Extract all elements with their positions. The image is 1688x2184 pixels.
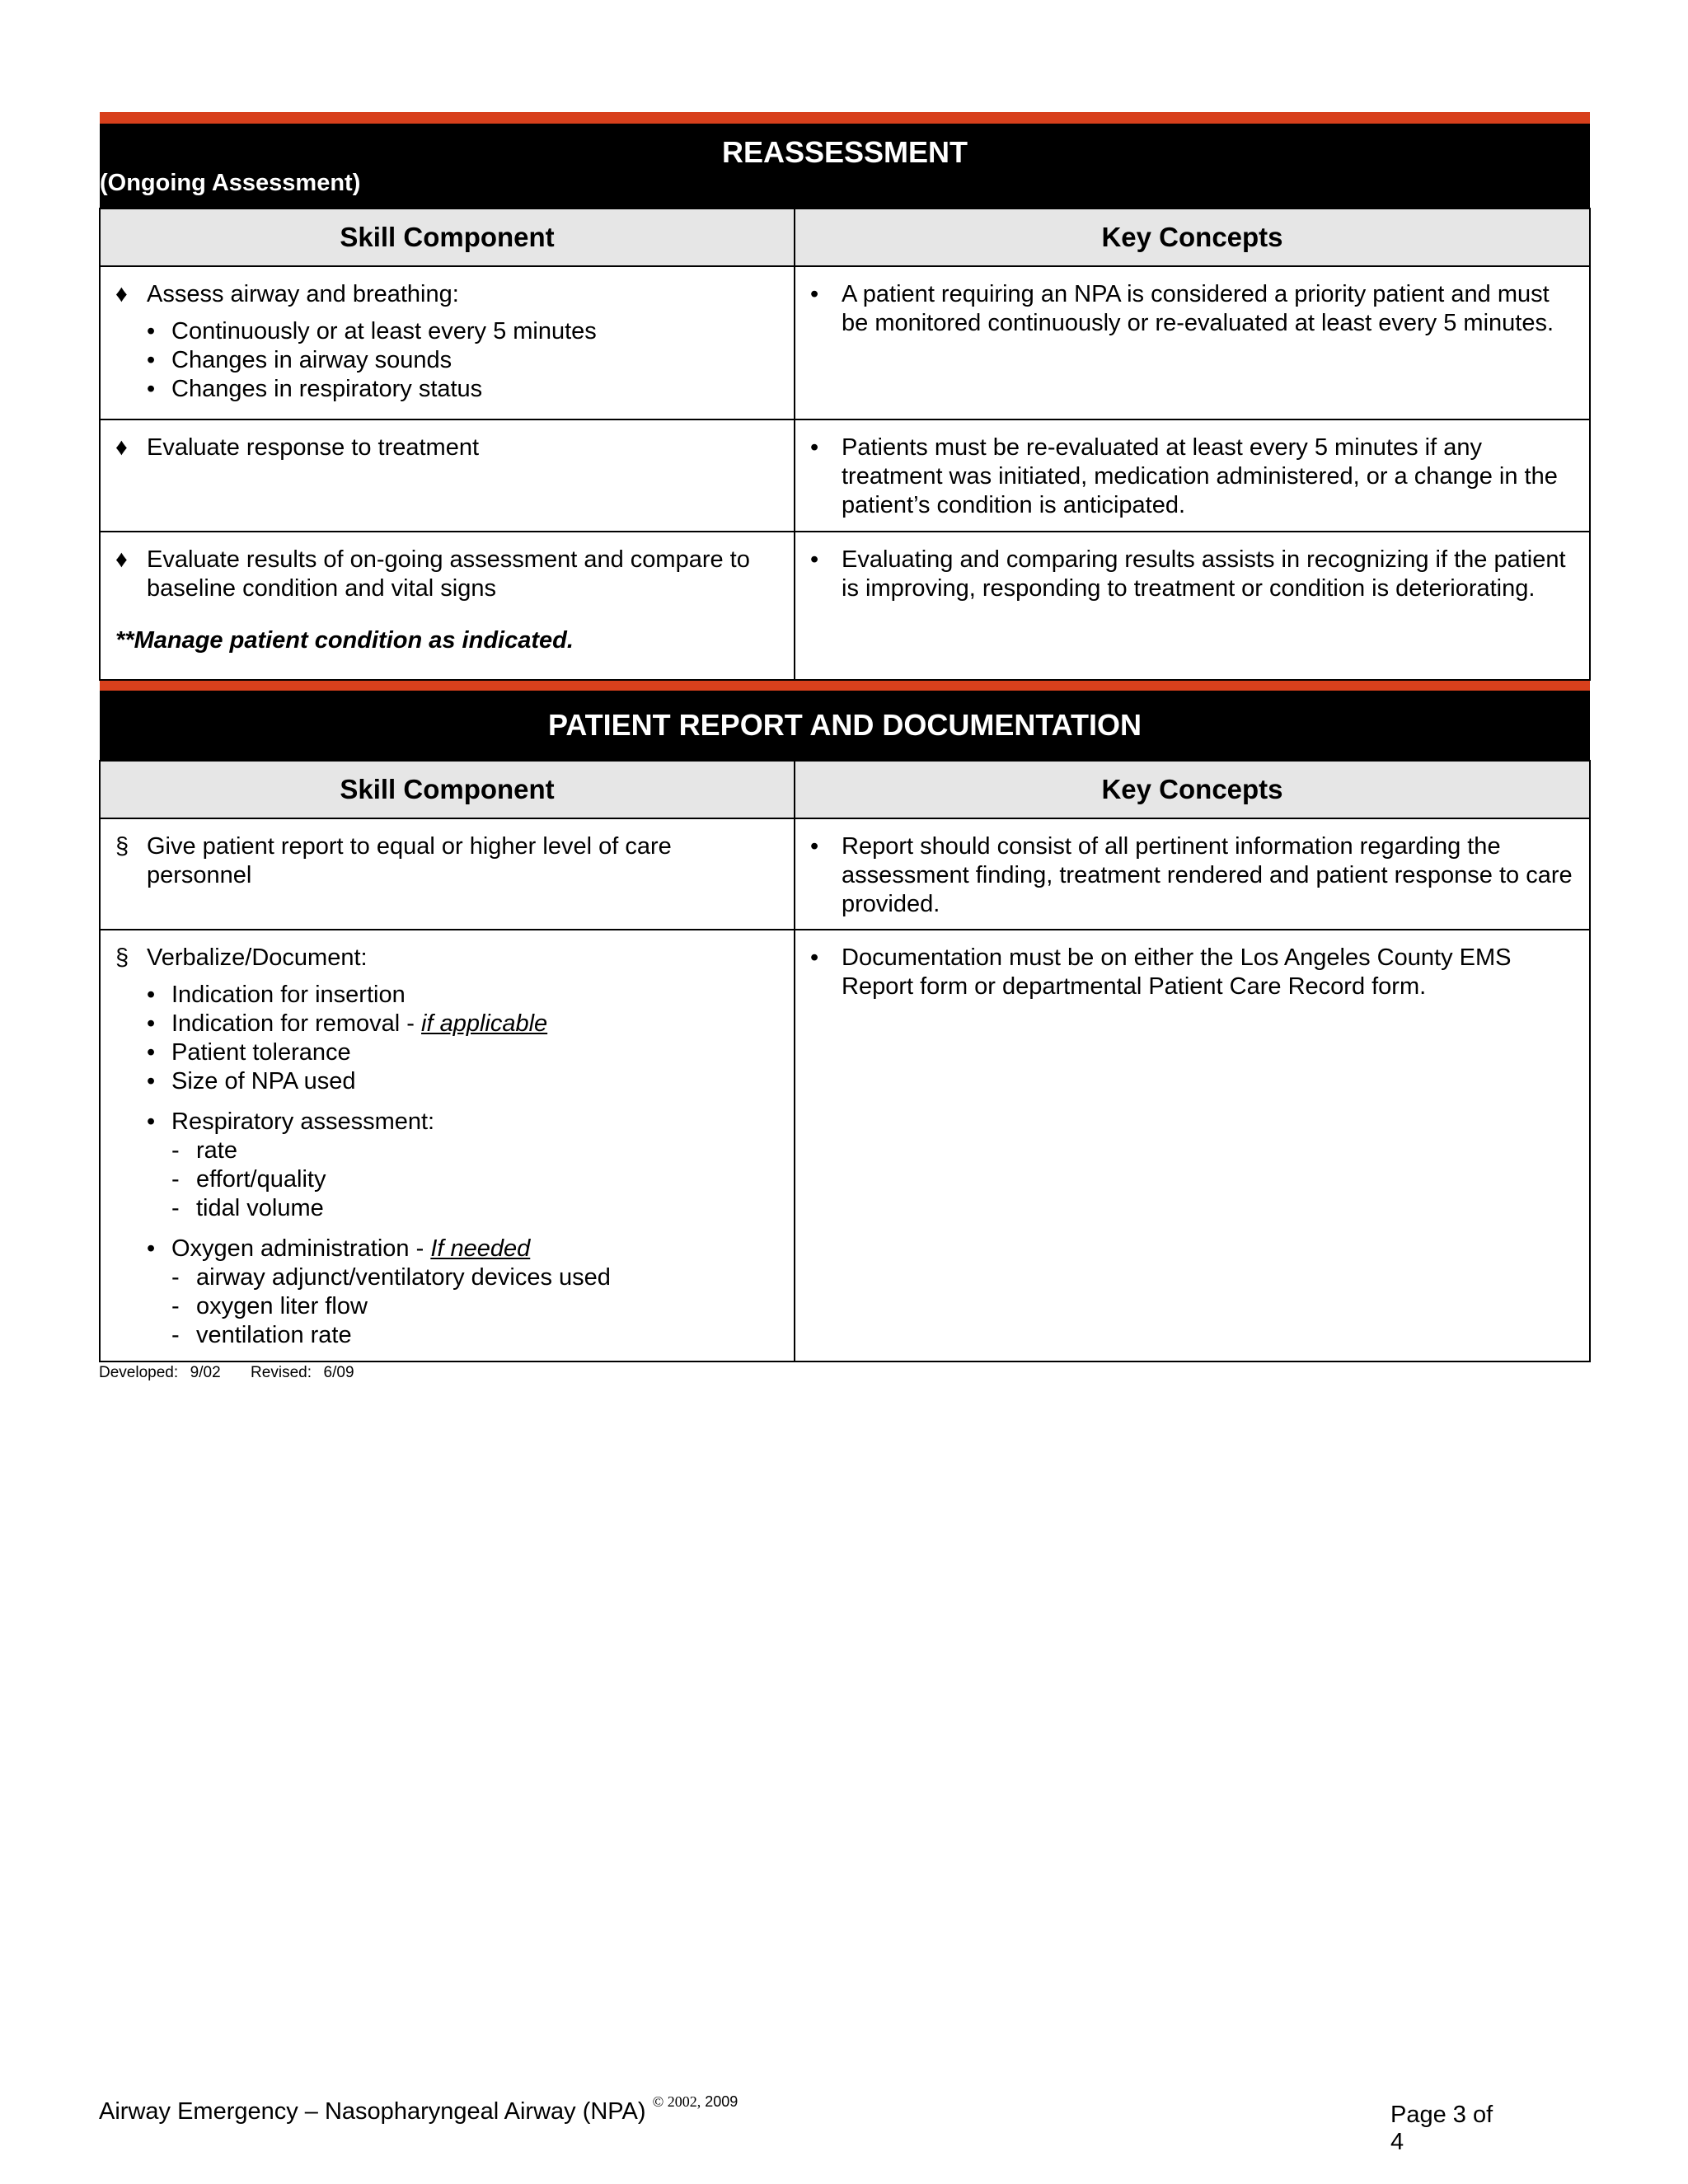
list-item: ventilation rate bbox=[196, 1322, 352, 1348]
bullet-icon: • bbox=[147, 347, 156, 373]
list-item: Continuously or at least every 5 minutes bbox=[171, 318, 597, 344]
table-row bbox=[100, 818, 1590, 930]
reassessment-banner bbox=[100, 124, 1590, 209]
diamond-bullet-icon: ♦ bbox=[115, 546, 128, 573]
list-item: tidal volume bbox=[196, 1195, 324, 1221]
concept-cell bbox=[795, 532, 1590, 680]
if-applicable-emphasis: if applicable bbox=[421, 1010, 548, 1037]
table-row bbox=[100, 266, 1590, 419]
concept-text: Documentation must be on either the Los Angeles County EMS Report form or departmental Patient Care Record form. bbox=[842, 944, 1512, 1000]
concept-text: A patient requiring an NPA is considered a priority patient and must be monitored continuously or re-evaluated at least every 5 minutes. bbox=[842, 281, 1554, 336]
diamond-bullet-icon: ♦ bbox=[115, 434, 128, 461]
list-item: Size of NPA used bbox=[171, 1068, 356, 1094]
bullet-icon: • bbox=[147, 1235, 156, 1262]
bullet-icon: • bbox=[810, 434, 819, 461]
list-item: effort/quality bbox=[196, 1166, 326, 1193]
table-row bbox=[100, 419, 1590, 532]
footer-title: Airway Emergency – Nasopharyngeal Airway (NPA) bbox=[99, 2098, 646, 2125]
concept-text: Evaluating and comparing results assists in recognizing if the patient is improving, responding to treatment or condition is deteriorating. bbox=[842, 546, 1566, 602]
list-item: rate bbox=[196, 1137, 237, 1164]
orange-rule bbox=[100, 681, 1590, 691]
column-header-concepts: Key Concepts bbox=[795, 209, 1590, 266]
copyright-notice bbox=[653, 2093, 738, 2110]
revision-dates: Developed: 9/02 Revised: 6/09 bbox=[99, 1364, 354, 1381]
bullet-icon: • bbox=[810, 546, 819, 573]
dash-icon: - bbox=[171, 1137, 180, 1164]
bullet-icon: • bbox=[147, 1039, 156, 1066]
table-row bbox=[100, 930, 1590, 1361]
table-row bbox=[100, 532, 1590, 680]
list-item-text: Indication for removal - bbox=[171, 1010, 422, 1037]
patient-report-table bbox=[99, 681, 1591, 1362]
column-header-skill: Skill Component bbox=[100, 209, 795, 266]
bullet-icon: • bbox=[147, 982, 156, 1008]
bullet-icon: • bbox=[147, 1010, 156, 1037]
concept-cell bbox=[795, 266, 1590, 419]
orange-rule bbox=[100, 112, 1590, 124]
if-needed-emphasis: If needed bbox=[430, 1235, 531, 1262]
list-item: Changes in airway sounds bbox=[171, 347, 452, 373]
manage-condition-note: **Manage patient condition as indicated. bbox=[115, 627, 574, 654]
bullet-icon: • bbox=[147, 1068, 156, 1094]
document-sheet bbox=[99, 112, 1589, 1382]
patient-report-banner bbox=[100, 691, 1590, 761]
bullet-icon: • bbox=[147, 1108, 156, 1135]
footer-title-block bbox=[99, 2093, 738, 2125]
skill-cell bbox=[100, 532, 795, 680]
list-item-text: Oxygen administration - bbox=[171, 1235, 431, 1262]
dash-icon: - bbox=[171, 1195, 180, 1221]
skill-text: Give patient report to equal or higher level of care personnel bbox=[147, 833, 672, 888]
section-subtitle: (Ongoing Assessment) bbox=[100, 169, 361, 196]
revision-year: 2009 bbox=[701, 2093, 738, 2110]
skill-cell bbox=[100, 419, 795, 532]
list-item: Respiratory assessment: bbox=[171, 1108, 435, 1135]
skill-cell bbox=[100, 266, 795, 419]
concept-cell bbox=[795, 930, 1590, 1361]
copyright-year: © 2002, bbox=[652, 2093, 701, 2110]
skill-text: Assess airway and breathing: bbox=[147, 281, 459, 307]
dash-icon: - bbox=[171, 1322, 180, 1348]
diamond-bullet-icon: ♦ bbox=[115, 281, 128, 307]
section-title: PATIENT REPORT AND DOCUMENTATION bbox=[548, 708, 1142, 742]
bullet-icon: • bbox=[810, 944, 819, 971]
list-item: oxygen liter flow bbox=[196, 1293, 368, 1319]
skill-text: Evaluate results of on-going assessment and compare to baseline condition and vital signs bbox=[147, 546, 750, 602]
section-mark-icon: § bbox=[115, 944, 129, 971]
list-item bbox=[171, 1235, 530, 1263]
dash-icon: - bbox=[171, 1166, 180, 1193]
bullet-icon: • bbox=[147, 376, 156, 402]
dash-icon: - bbox=[171, 1264, 180, 1291]
list-item bbox=[171, 1010, 547, 1038]
column-header-concepts: Key Concepts bbox=[795, 761, 1590, 818]
column-header-skill: Skill Component bbox=[100, 761, 795, 818]
section-mark-icon: § bbox=[115, 833, 129, 860]
bullet-icon: • bbox=[810, 281, 819, 307]
concept-cell bbox=[795, 818, 1590, 930]
skill-text: Evaluate response to treatment bbox=[147, 434, 480, 461]
skill-cell bbox=[100, 818, 795, 930]
bullet-icon: • bbox=[810, 833, 819, 860]
concept-cell bbox=[795, 419, 1590, 532]
skill-cell bbox=[100, 930, 795, 1361]
list-item: Patient tolerance bbox=[171, 1039, 351, 1066]
reassessment-table bbox=[99, 112, 1591, 681]
list-item: airway adjunct/ventilatory devices used bbox=[196, 1264, 611, 1291]
section-title: REASSESSMENT bbox=[721, 134, 968, 169]
concept-text: Report should consist of all pertinent information regarding the assessment finding, treatment rendered and patient response to care provided. bbox=[842, 833, 1573, 917]
skill-text: Verbalize/Document: bbox=[147, 944, 368, 971]
bullet-icon: • bbox=[147, 318, 156, 344]
concept-text: Patients must be re-evaluated at least every 5 minutes if any treatment was initiated, medication administered, or a change in the patient’s condition is anticipated. bbox=[842, 434, 1558, 518]
page-number: Page 3 of 4 bbox=[1390, 2102, 1493, 2155]
list-item: Changes in respiratory status bbox=[171, 376, 483, 402]
dash-icon: - bbox=[171, 1293, 180, 1319]
list-item: Indication for insertion bbox=[171, 982, 406, 1008]
